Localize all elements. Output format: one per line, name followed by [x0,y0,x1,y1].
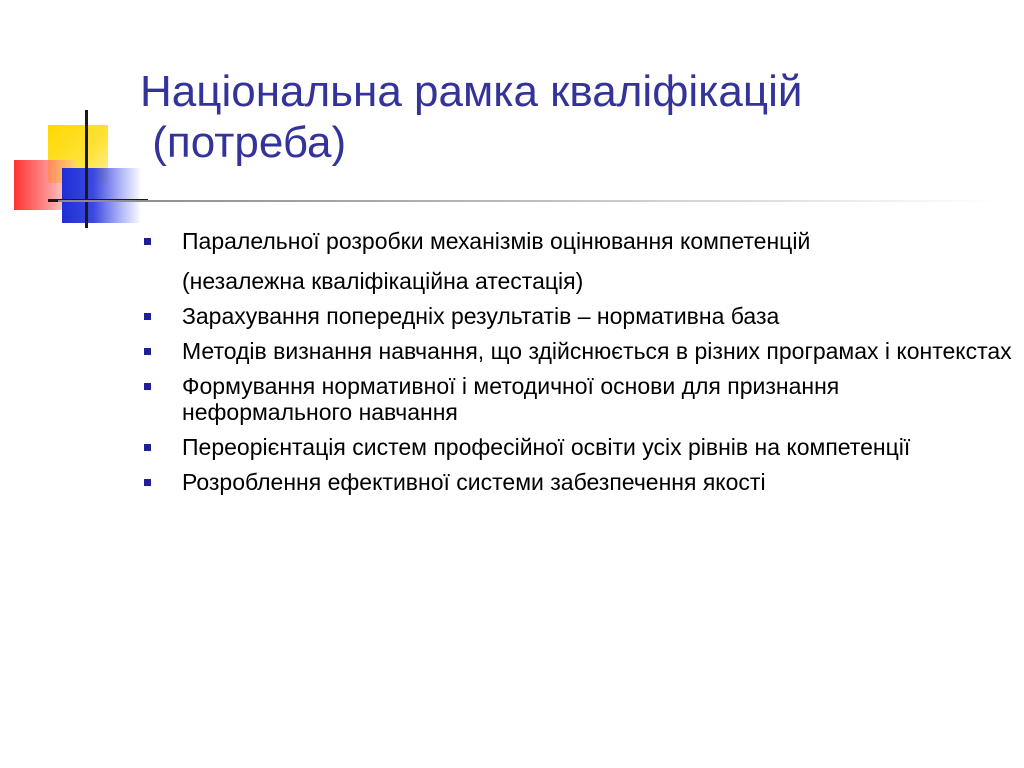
blue-square-shape [62,168,140,223]
bullet-text: Методів визнання навчання, що здійснюється в різних програмах і контекстах [182,338,1012,364]
square-bullet-icon [144,238,151,245]
square-bullet-icon [144,383,151,390]
bullet-text: Паралельної розробки механізмів оцінювання компетенцій [182,228,811,254]
bullet-item [142,434,1012,460]
bullet-subtext: (незалежна кваліфікаційна атестація) [182,268,584,294]
decorative-logo [0,0,160,240]
bullet-item [142,469,1012,495]
title-divider [58,200,998,202]
bullet-item [142,303,1012,329]
bullet-item [142,373,1012,425]
square-bullet-icon [144,444,151,451]
square-bullet-icon [144,348,151,355]
bullet-item [142,338,1012,364]
bullet-text: Формування нормативної і методичної основи для признання неформального навчання [182,373,840,425]
slide-title: Національна рамка кваліфікацій (потреба) [140,67,803,168]
bullet-text: Розроблення ефективної системи забезпечення якості [182,469,766,495]
bullet-list [142,228,1012,504]
square-bullet-icon [144,313,151,320]
square-bullet-icon [144,479,151,486]
bullet-item [142,228,1012,294]
bullet-text: Зарахування попередніх результатів – нормативна база [182,303,780,329]
vertical-line-shape [85,110,88,228]
bullet-text: Переорієнтація систем професійної освіти усіх рівнів на компетенції [182,434,911,460]
